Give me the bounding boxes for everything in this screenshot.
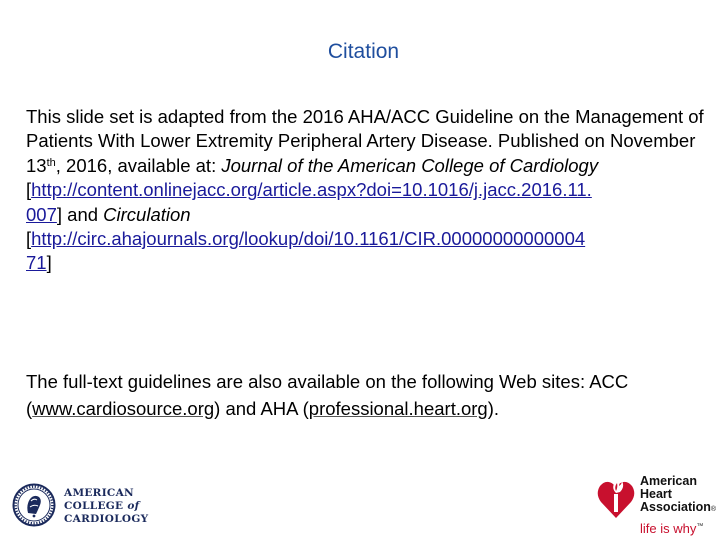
websites-text-3: ). (487, 398, 500, 419)
slide-title: Citation (327, 40, 400, 63)
date-suffix: th (46, 156, 56, 169)
cardiosource-link[interactable]: www.cardiosource.org (32, 398, 215, 419)
acc-line3: CARDIOLOGY (64, 513, 149, 525)
bracket-open-2: [ (26, 228, 32, 250)
aha-line2: Heart (640, 487, 672, 501)
bracket-close-2: ] (46, 252, 52, 274)
acc-line1: AMERICAN (64, 487, 134, 499)
acc-line2-of: of (127, 500, 140, 512)
acc-wordmark (64, 487, 148, 526)
aha-line1: American (640, 474, 697, 488)
citation-paragraph (26, 105, 706, 276)
acc-line2-college: COLLEGE (64, 500, 128, 512)
citation-date: , 2016, available at: (55, 154, 222, 176)
circulation-link-part2: 71 (26, 252, 47, 274)
websites-paragraph (26, 368, 716, 422)
heart-org-link[interactable]: professional.heart.org (308, 398, 488, 419)
journal-circulation: Circulation (103, 203, 191, 225)
websites-text-2: ) and AHA ( (214, 398, 309, 419)
aha-tagline (640, 521, 703, 536)
bracket-open: [ (26, 179, 32, 201)
circulation-link[interactable] (26, 228, 585, 273)
aha-trademark: ™ (696, 523, 704, 530)
jacc-link-part2: 007 (26, 203, 57, 225)
aha-line3 (640, 501, 716, 516)
websites-text-1: The full-text guidelines are also available on the following Web sites: ACC ( (26, 371, 629, 419)
bracket-close-and: ] and (56, 203, 104, 225)
heart-torch-icon (596, 474, 636, 522)
aha-registered: ® (710, 506, 717, 513)
acc-seal-icon (12, 483, 56, 527)
aha-line3-text: Association (640, 500, 711, 514)
jacc-link-part1: http://content.onlinejacc.org/article.aspx?doi=10.1016/j.jacc.2016.11. (31, 179, 592, 201)
aha-logo (594, 466, 720, 540)
circulation-link-part1: http://circ.ahajournals.org/lookup/doi/10.1161/CIR.00000000000004 (31, 228, 586, 250)
journal-jacc: Journal of the American College of Cardiology (221, 154, 599, 176)
aha-wordmark (640, 475, 716, 516)
acc-line2 (64, 500, 148, 513)
acc-logo (12, 483, 172, 529)
aha-tagline-text: life is why (640, 521, 697, 536)
citation-intro: This slide set is adapted from the 2016 AHA/ACC Guideline on the Management of Patients With Lower Extremity Peripheral Artery Disease. Published on November 13 (26, 106, 704, 176)
citation-text (26, 105, 706, 276)
